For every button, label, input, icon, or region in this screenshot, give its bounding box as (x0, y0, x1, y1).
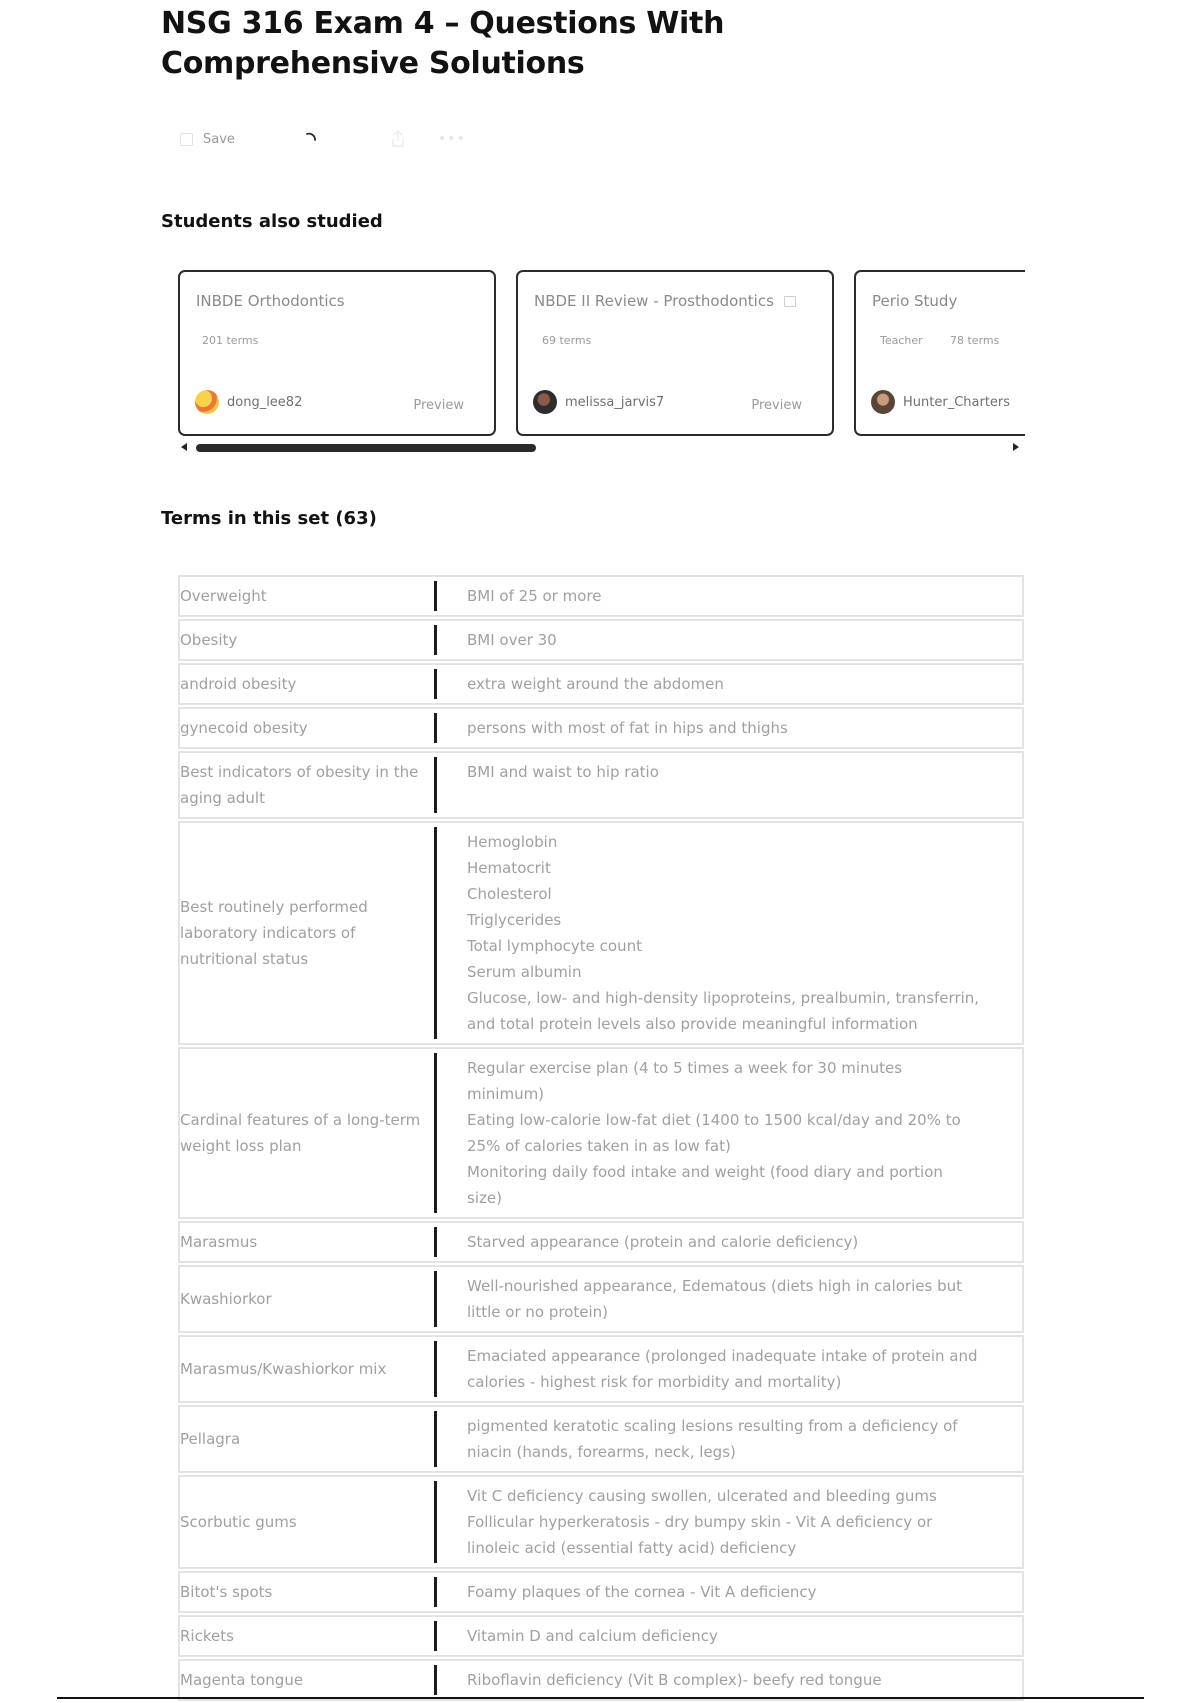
definition-line: Vitamin D and calcium deficiency (467, 1627, 718, 1645)
term-text: gynecoid obesity (180, 719, 308, 737)
definition-text (437, 577, 1022, 615)
study-set-card[interactable] (854, 270, 1025, 436)
term-text: Pellagra (180, 1430, 241, 1448)
term-row (178, 663, 1024, 705)
definition-line: BMI and waist to hip ratio (467, 763, 659, 781)
card-title (534, 292, 796, 310)
card-username: melissa_jarvis7 (565, 394, 665, 410)
definition-text (437, 1573, 1022, 1611)
term-text: Best indicators of obesity in the aging adult (180, 763, 419, 807)
card-title-text: NBDE II Review - Prosthodontics (534, 292, 774, 310)
definition-text (437, 1223, 1022, 1261)
definition-text (437, 753, 1022, 817)
card-username: dong_lee82 (227, 394, 303, 410)
definition-line: Hematocrit (467, 859, 551, 877)
card-author[interactable] (871, 390, 1010, 414)
definition-line: Monitoring daily food intake and weight (food diary and portion size) (467, 1163, 943, 1207)
term-row (178, 1615, 1024, 1657)
term-text: android obesity (180, 675, 297, 693)
avatar (871, 390, 895, 414)
card-term-count: 69 terms (542, 334, 592, 347)
definition-line: Glucose, low- and high-density lipoproteins, prealbumin, transferrin, and total protein levels also provide meaningful information (467, 989, 980, 1033)
card-author[interactable] (533, 390, 664, 414)
share-glyph-icon (390, 129, 406, 149)
card-title: Perio Study (872, 292, 958, 310)
term-row (178, 821, 1024, 1045)
definition-line: BMI over 30 (467, 631, 557, 649)
definition-text (437, 1477, 1022, 1567)
card-author[interactable] (195, 390, 302, 414)
page-bottom-divider (57, 1697, 1144, 1699)
term-text: Scorbutic gums (180, 1513, 297, 1531)
spinner-arc-icon (303, 131, 319, 147)
preview-button[interactable]: Preview (751, 398, 802, 413)
term-text: Marasmus/Kwashiorkor mix (180, 1360, 387, 1378)
scroll-left-arrow-icon[interactable] (181, 443, 187, 451)
share-icon[interactable] (390, 124, 406, 154)
term-text: Bitot's spots (180, 1583, 273, 1601)
term-text: Obesity (180, 631, 238, 649)
definition-text (437, 823, 1022, 1043)
card-username: Hunter_Charters (903, 394, 1011, 410)
definition-line: Total lymphocyte count (467, 937, 642, 955)
terms-in-set-heading: Terms in this set (63) (161, 508, 377, 529)
term-text: Magenta tongue (180, 1671, 304, 1689)
carousel-scrollbar-thumb[interactable] (196, 444, 536, 452)
term-row (178, 1659, 1024, 1701)
term-row (178, 707, 1024, 749)
term-row (178, 1405, 1024, 1473)
page-title: NSG 316 Exam 4 – Questions With Comprehensive Solutions (161, 6, 725, 81)
definition-text (437, 1617, 1022, 1655)
toolbar (180, 124, 480, 154)
definition-line: Starved appearance (protein and calorie deficiency) (467, 1233, 859, 1251)
definition-line: BMI of 25 or more (467, 587, 602, 605)
scroll-right-arrow-icon[interactable] (1013, 443, 1019, 451)
definition-line: Serum albumin (467, 963, 582, 981)
avatar (195, 390, 219, 414)
definition-line: Follicular hyperkeratosis - dry bumpy skin - Vit A deficiency or linoleic acid (essential fatty acid) deficiency (467, 1513, 933, 1557)
definition-line: Eating low-calorie low-fat diet (1400 to 1500 kcal/day and 20% to 25% of calories taken in as low fat) (467, 1111, 961, 1155)
image-icon (784, 296, 796, 307)
avatar (533, 390, 557, 414)
definition-line: pigmented keratotic scaling lesions resulting from a deficiency of niacin (hands, forearms, neck, legs) (467, 1417, 958, 1461)
definition-line: Foamy plaques of the cornea - Vit A deficiency (467, 1583, 817, 1601)
term-text: Kwashiorkor (180, 1290, 272, 1308)
definition-text (437, 1337, 1022, 1401)
term-row (178, 1475, 1024, 1569)
term-row (178, 1335, 1024, 1403)
definition-text (437, 1661, 1022, 1699)
term-row (178, 1047, 1024, 1219)
term-text: Cardinal features of a long-term weight loss plan (180, 1111, 421, 1155)
definition-line: Regular exercise plan (4 to 5 times a week for 30 minutes minimum) (467, 1059, 903, 1103)
preview-button[interactable]: Preview (413, 398, 464, 413)
term-text: Overweight (180, 587, 267, 605)
definition-text (437, 1407, 1022, 1471)
term-row (178, 1571, 1024, 1613)
term-row (178, 1221, 1024, 1263)
more-options-icon[interactable]: ••• (438, 131, 466, 147)
study-set-carousel[interactable] (178, 270, 1025, 454)
definition-line: Hemoglobin (467, 833, 558, 851)
definition-text (437, 621, 1022, 659)
definition-line: Triglycerides (467, 911, 562, 929)
save-button[interactable] (180, 124, 235, 154)
definition-line: extra weight around the abdomen (467, 675, 724, 693)
students-also-studied-heading: Students also studied (161, 211, 383, 232)
definition-line: Riboflavin deficiency (Vit B complex)- beefy red tongue (467, 1671, 882, 1689)
definition-line: Emaciated appearance (prolonged inadequate intake of protein and calories - highest risk for morbidity and mortality) (467, 1347, 978, 1391)
loading-spinner-icon (303, 124, 319, 154)
definition-line: Vit C deficiency causing swollen, ulcerated and bleeding gums (467, 1487, 937, 1505)
card-title: INBDE Orthodontics (196, 292, 345, 310)
definition-text (437, 709, 1022, 747)
definition-line: persons with most of fat in hips and thighs (467, 719, 788, 737)
definition-text (437, 665, 1022, 703)
term-row (178, 751, 1024, 819)
term-text: Marasmus (180, 1233, 258, 1251)
study-set-card[interactable] (516, 270, 834, 436)
term-row (178, 619, 1024, 661)
save-icon (180, 133, 193, 146)
definition-line: Cholesterol (467, 885, 552, 903)
study-set-card[interactable] (178, 270, 496, 436)
save-label: Save (203, 131, 235, 147)
card-term-count: 78 terms (950, 334, 1000, 347)
term-text: Rickets (180, 1627, 234, 1645)
definition-text (437, 1267, 1022, 1331)
term-text: Best routinely performed laboratory indicators of nutritional status (180, 898, 368, 968)
definition-line: Well-nourished appearance, Edematous (diets high in calories but little or no protein) (467, 1277, 962, 1321)
card-role-badge: Teacher (880, 334, 923, 347)
definition-text (437, 1049, 1022, 1217)
term-row (178, 1265, 1024, 1333)
term-row (178, 575, 1024, 617)
terms-table (178, 575, 1024, 1703)
card-term-count: 201 terms (202, 334, 259, 347)
